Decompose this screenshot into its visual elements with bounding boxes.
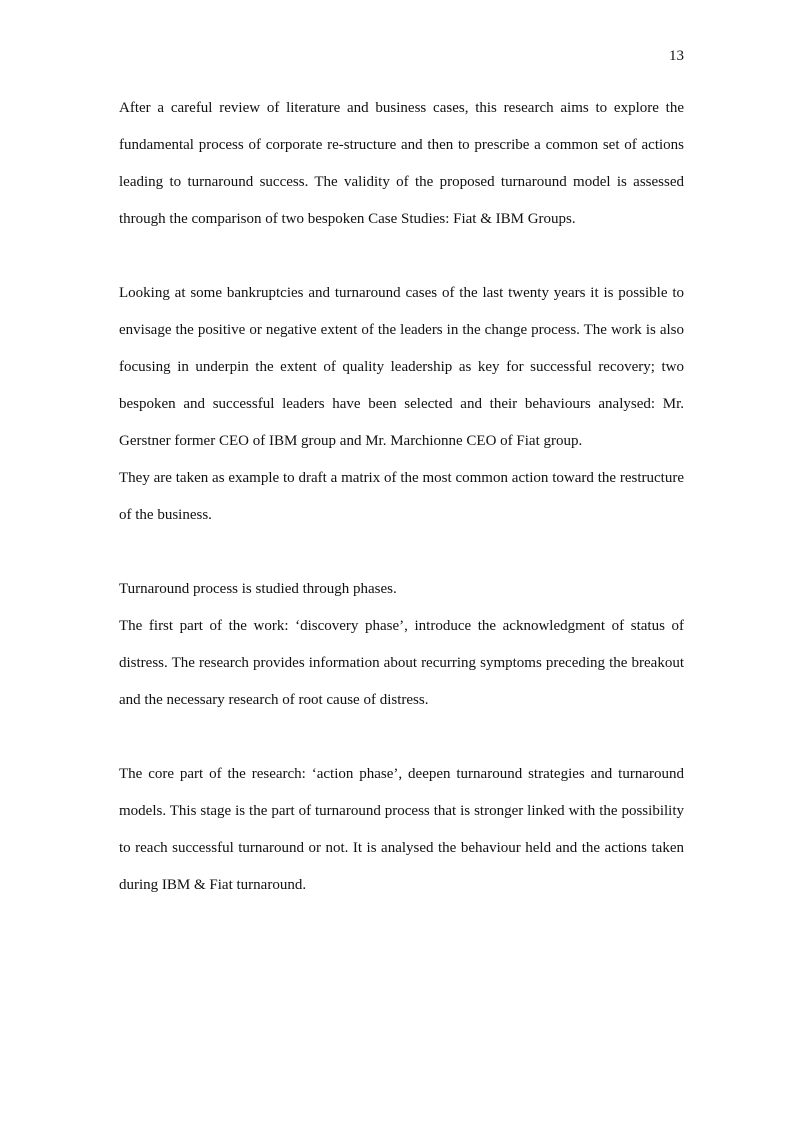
- paragraph-matrix: They are taken as example to draft a matrix of the most common action toward the restructure of the business.: [119, 470, 684, 523]
- document-body: [119, 90, 684, 904]
- page-number: 13: [669, 48, 684, 64]
- paragraph-gap: [119, 534, 684, 571]
- paragraph-discovery-phase: The first part of the work: ‘discovery phase’, introduce the acknowledgment of status of distress. The research provides information about recurring symptoms preceding the breakout and the necessary research of root cause of distress.: [119, 618, 684, 708]
- paragraph-action-phase: The core part of the research: ‘action phase’, deepen turnaround strategies and turnaround models. This stage is the part of turnaround process that is stronger linked with the possibility to reach successful turnaround or not. It is analysed the behaviour held and the actions taken during IBM & Fiat turnaround.: [119, 766, 684, 893]
- paragraph-research-aims: After a careful review of literature and business cases, this research aims to explore the fundamental process of corporate re-structure and then to prescribe a common set of actions leading to turnaround success. The validity of the proposed turnaround model is assessed through the comparison of two bespoken Case Studies: Fiat & IBM Groups.: [119, 100, 684, 227]
- paragraph-gap: [119, 238, 684, 275]
- paragraph-phases: Turnaround process is studied through phases.: [119, 581, 397, 597]
- paragraph-leadership: Looking at some bankruptcies and turnaround cases of the last twenty years it is possible to envisage the positive or negative extent of the leaders in the change process. The work is also focusing in underpin the extent of quality leadership as key for successful recovery; two bespoken and successful leaders have been selected and their behaviours analysed: Mr. Gerstner former CEO of IBM group and Mr. Marchionne CEO of Fiat group.: [119, 285, 684, 449]
- paragraph-gap: [119, 719, 684, 756]
